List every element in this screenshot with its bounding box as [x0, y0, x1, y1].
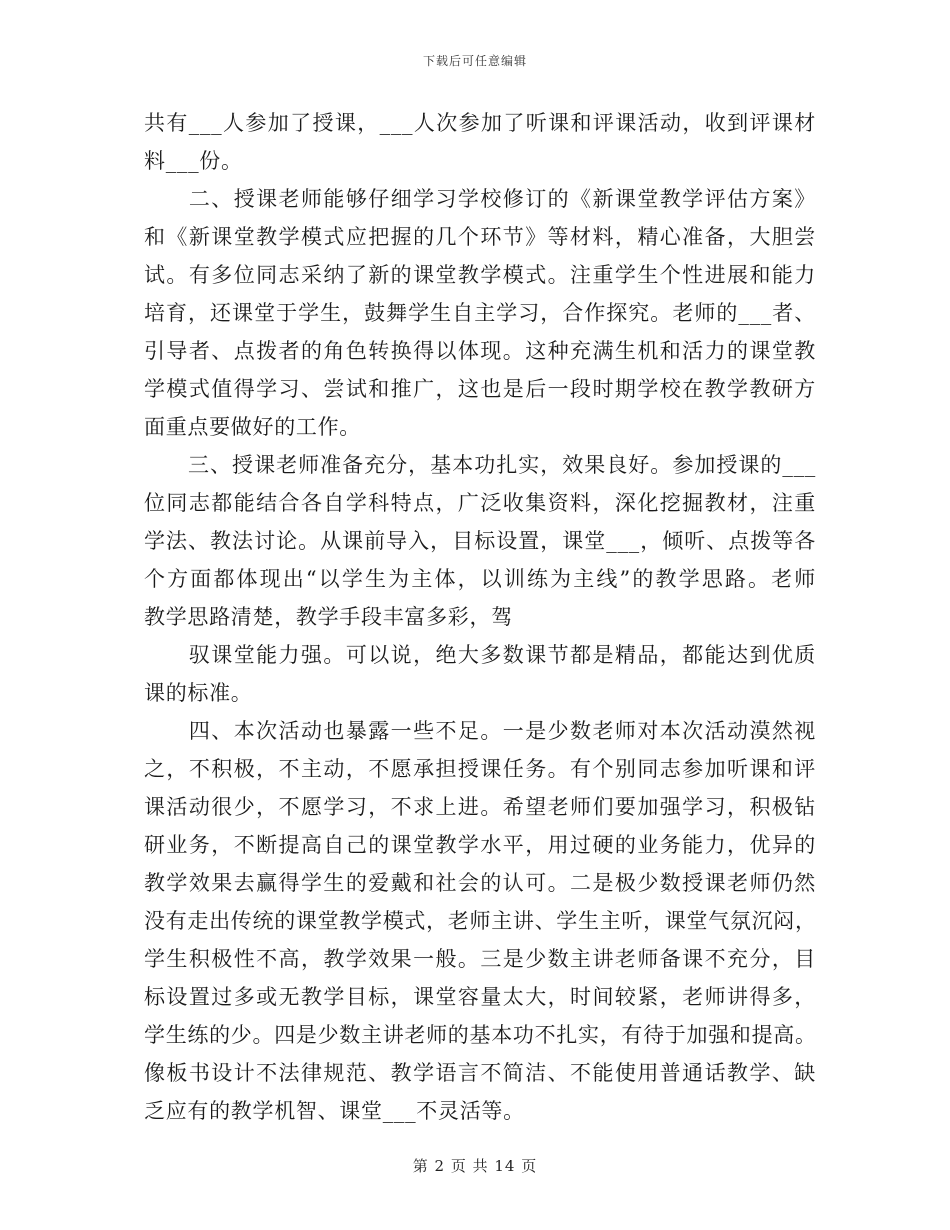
- body-text-line: 研业务，不断提高自己的课堂教学水平，用过硬的业务能力，优异的: [144, 833, 816, 857]
- body-text-line: 个方面都体现出“以学生为主体，以训练为主线”的教学思路。老师: [144, 567, 816, 591]
- body-text-line: 位同志都能结合各自学科特点，广泛收集资料，深化挖掘教材，注重: [144, 491, 816, 515]
- body-text-line: 学生积极性不高，教学效果一般。三是少数主讲老师备课不充分，目: [144, 947, 816, 971]
- body-text-line: 二、授课老师能够仔细学习学校修订的《新课堂教学评估方案》: [144, 187, 816, 211]
- body-text-line: 课的标准。: [144, 681, 253, 705]
- body-text-line: 四、本次活动也暴露一些不足。一是少数老师对本次活动漠然视: [144, 719, 816, 743]
- body-text-line: 乏应有的教学机智、课堂___不灵活等。: [144, 1099, 525, 1123]
- body-text-line: 料___份。: [144, 149, 243, 173]
- body-text-line: 面重点要做好的工作。: [144, 415, 361, 439]
- body-text-line: 引导者、点拨者的角色转换得以体现。这种充满生机和活力的课堂教: [144, 339, 816, 363]
- body-text-line: 学法、教法讨论。从课前导入，目标设置，课堂___，倾听、点拨等各: [144, 529, 816, 553]
- body-text-line: 三、授课老师准备充分，基本功扎实，效果良好。参加授课的___: [144, 453, 816, 477]
- document-body: [144, 104, 816, 1130]
- body-text-line: 教学效果去赢得学生的爱戴和社会的认可。二是极少数授课老师仍然: [144, 871, 816, 895]
- body-text-line: 学模式值得学习、尝试和推广，这也是后一段时期学校在教学教研方: [144, 377, 816, 401]
- body-text-line: 之，不积极，不主动，不愿承担授课任务。有个别同志参加听课和评: [144, 757, 816, 781]
- body-text-line: 课活动很少，不愿学习，不求上进。希望老师们要加强学习，积极钻: [144, 795, 816, 819]
- page-header: 下载后可任意编辑: [422, 54, 527, 68]
- body-text-line: 学生练的少。四是少数主讲老师的基本功不扎实，有待于加强和提高。: [144, 1023, 817, 1047]
- body-text-line: 像板书设计不法律规范、教学语言不简洁、不能使用普通话教学、缺: [144, 1061, 816, 1085]
- body-text-line: 和《新课堂教学模式应把握的几个环节》等材料，精心准备，大胆尝: [144, 225, 816, 249]
- body-text-line: 驭课堂能力强。可以说，绝大多数课节都是精品，都能达到优质: [144, 643, 816, 667]
- body-text-line: 培育，还课堂于学生，鼓舞学生自主学习，合作探究。老师的___者、: [144, 301, 816, 325]
- page-number-footer: 第 2 页 共 14 页: [412, 1157, 538, 1175]
- body-text-line: 标设置过多或无教学目标，课堂容量太大，时间较紧，老师讲得多，: [144, 985, 816, 1009]
- body-text-line: 共有___人参加了授课，___人次参加了听课和评课活动，收到评课材: [144, 111, 816, 135]
- body-text-line: 没有走出传统的课堂教学模式，老师主讲、学生主听，课堂气氛沉闷，: [144, 909, 817, 933]
- body-text-line: 试。有多位同志采纳了新的课堂教学模式。注重学生个性进展和能力: [144, 263, 816, 287]
- body-text-line: 教学思路清楚，教学手段丰富多彩，驾: [144, 605, 513, 629]
